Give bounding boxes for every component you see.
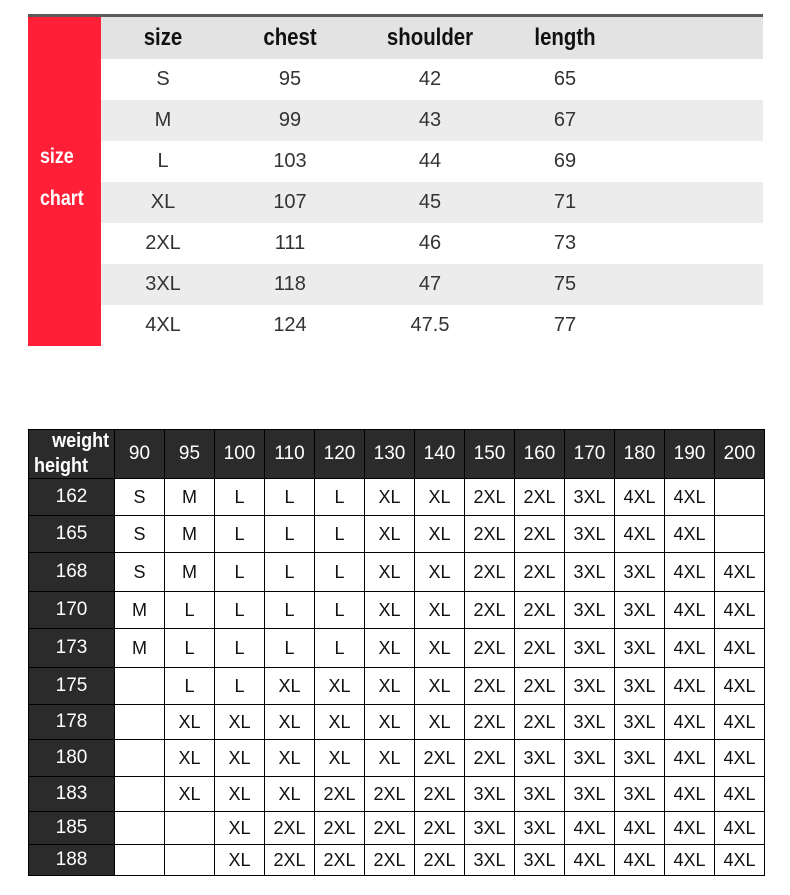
size-cell: 3XL	[565, 516, 615, 553]
size-cell: 4XL	[715, 740, 765, 777]
weight-header-cell: 130	[365, 430, 415, 479]
size-cell: 2XL	[465, 740, 515, 777]
size-cell: 2XL	[465, 553, 515, 592]
size-cell: S	[115, 516, 165, 553]
size-cell: 3XL	[615, 705, 665, 740]
corner-cell	[29, 430, 115, 479]
height-cell: 188	[29, 845, 115, 876]
weight-header-cell: 190	[665, 430, 715, 479]
size-cell: 3XL	[465, 812, 515, 845]
size-chart-row	[101, 264, 763, 305]
size-chart-cell-length: 73	[553, 232, 577, 254]
weight-header-cell: 160	[515, 430, 565, 479]
size-cell: XL	[365, 740, 415, 777]
size-chart-cell-length: 65	[553, 68, 577, 90]
size-cell: XL	[365, 553, 415, 592]
size-cell: L	[165, 592, 215, 629]
size-cell: 3XL	[465, 845, 515, 876]
size-cell: L	[215, 592, 265, 629]
size-cell: XL	[365, 705, 415, 740]
size-cell: XL	[315, 740, 365, 777]
size-cell: 3XL	[565, 777, 615, 812]
size-cell: 4XL	[665, 668, 715, 705]
size-chart-cell-shoulder: 42	[418, 68, 442, 90]
size-chart-cell-shoulder: 43	[418, 109, 442, 131]
size-cell: L	[215, 629, 265, 668]
size-cell: XL	[415, 668, 465, 705]
size-cell: L	[165, 668, 215, 705]
height-row	[29, 845, 765, 876]
size-cell: 4XL	[615, 845, 665, 876]
size-chart-cell-size: 3XL	[145, 273, 181, 295]
size-cell: 3XL	[565, 553, 615, 592]
size-cell: 3XL	[565, 740, 615, 777]
size-cell: L	[265, 553, 315, 592]
size-cell: XL	[415, 479, 465, 516]
size-chart-cell-chest: 107	[273, 191, 307, 213]
size-chart-cell-chest: 111	[274, 232, 306, 254]
size-cell: 4XL	[665, 629, 715, 668]
size-chart-cell-shoulder: 46	[418, 232, 442, 254]
size-cell	[115, 845, 165, 876]
size-cell: 3XL	[615, 592, 665, 629]
size-cell: M	[115, 592, 165, 629]
size-cell: XL	[165, 777, 215, 812]
size-cell: 3XL	[615, 668, 665, 705]
weight-header-cell: 150	[465, 430, 515, 479]
size-cell: 2XL	[515, 592, 565, 629]
size-cell: 3XL	[615, 777, 665, 812]
size-chart-cell-size: L	[157, 150, 169, 172]
size-cell: XL	[265, 777, 315, 812]
size-cell: 3XL	[515, 740, 565, 777]
size-cell: 4XL	[665, 553, 715, 592]
size-cell: 2XL	[465, 629, 515, 668]
size-cell: 3XL	[565, 592, 615, 629]
size-cell: 2XL	[365, 812, 415, 845]
size-cell: 4XL	[665, 592, 715, 629]
size-cell: 2XL	[265, 812, 315, 845]
corner-weight-label: weight	[51, 430, 109, 452]
size-cell: XL	[365, 479, 415, 516]
weight-header-cell: 200	[715, 430, 765, 479]
size-cell: 4XL	[715, 777, 765, 812]
corner-height-label: height	[34, 455, 88, 477]
height-cell: 180	[29, 740, 115, 777]
height-cell: 170	[29, 592, 115, 629]
size-chart-cell-size: 4XL	[145, 314, 181, 336]
size-cell: 4XL	[665, 777, 715, 812]
size-chart-cell-chest: 124	[273, 314, 307, 336]
size-chart-cell-chest: 95	[278, 68, 302, 90]
size-chart-row	[101, 100, 763, 141]
weight-height-body	[29, 479, 765, 876]
size-cell: 4XL	[565, 812, 615, 845]
weight-header-cell: 100	[215, 430, 265, 479]
header-size: size	[143, 24, 183, 51]
size-cell: 4XL	[715, 705, 765, 740]
size-chart-row	[101, 141, 763, 182]
size-chart-cell-length: 77	[553, 314, 577, 336]
size-chart-cell-shoulder: 44	[418, 150, 442, 172]
size-cell: L	[265, 592, 315, 629]
height-cell: 173	[29, 629, 115, 668]
size-cell: 2XL	[265, 845, 315, 876]
size-cell	[115, 812, 165, 845]
size-cell	[115, 777, 165, 812]
size-cell: 3XL	[615, 553, 665, 592]
size-cell: 3XL	[465, 777, 515, 812]
size-chart-cell-chest: 103	[273, 150, 307, 172]
height-cell: 183	[29, 777, 115, 812]
size-cell	[165, 845, 215, 876]
header-chest: chest	[263, 24, 317, 51]
size-cell: XL	[215, 812, 265, 845]
size-cell: 3XL	[565, 629, 615, 668]
height-row	[29, 516, 765, 553]
size-cell	[715, 516, 765, 553]
size-cell: XL	[365, 592, 415, 629]
size-cell: XL	[415, 553, 465, 592]
size-cell: 2XL	[465, 592, 515, 629]
size-chart-cell-shoulder: 47.5	[410, 314, 450, 336]
size-cell: M	[165, 516, 215, 553]
height-cell: 168	[29, 553, 115, 592]
size-cell: L	[215, 516, 265, 553]
size-cell: L	[315, 479, 365, 516]
size-chart-cell-length: 71	[553, 191, 577, 213]
size-cell: S	[115, 553, 165, 592]
size-chart-cell-size: XL	[150, 191, 176, 213]
size-cell: 4XL	[665, 479, 715, 516]
side-label-line-1: size	[40, 145, 74, 168]
weight-header-cell: 140	[415, 430, 465, 479]
size-cell: 2XL	[315, 812, 365, 845]
size-cell: XL	[165, 705, 215, 740]
height-row	[29, 812, 765, 845]
size-cell: 4XL	[665, 705, 715, 740]
size-cell: 4XL	[715, 592, 765, 629]
size-chart-cell-chest: 99	[278, 109, 302, 131]
size-cell: 4XL	[615, 812, 665, 845]
size-chart-row	[101, 59, 763, 100]
weight-height-table	[28, 429, 765, 876]
size-cell: XL	[315, 705, 365, 740]
weight-header-cell: 120	[315, 430, 365, 479]
size-cell: 2XL	[515, 479, 565, 516]
size-cell: 4XL	[715, 668, 765, 705]
weight-header-cell: 90	[115, 430, 165, 479]
size-chart-cell-size: 2XL	[145, 232, 181, 254]
weight-header-cell: 110	[265, 430, 315, 479]
size-cell: 2XL	[465, 705, 515, 740]
size-cell: L	[165, 629, 215, 668]
size-cell: 2XL	[415, 812, 465, 845]
size-cell: 3XL	[565, 668, 615, 705]
height-cell: 185	[29, 812, 115, 845]
size-cell: 2XL	[465, 479, 515, 516]
size-cell: 2XL	[415, 845, 465, 876]
size-cell: XL	[365, 516, 415, 553]
size-cell: L	[265, 629, 315, 668]
weight-header-cell: 95	[165, 430, 215, 479]
size-cell: XL	[215, 705, 265, 740]
height-cell: 175	[29, 668, 115, 705]
size-cell: 2XL	[515, 705, 565, 740]
size-cell: M	[165, 479, 215, 516]
header-shoulder: shoulder	[386, 24, 474, 51]
size-cell: 2XL	[515, 553, 565, 592]
size-cell: M	[115, 629, 165, 668]
size-cell: 3XL	[565, 705, 615, 740]
height-row	[29, 592, 765, 629]
size-cell: 2XL	[415, 777, 465, 812]
height-row	[29, 629, 765, 668]
size-cell: 2XL	[515, 629, 565, 668]
weight-header-cell: 170	[565, 430, 615, 479]
size-cell: 4XL	[565, 845, 615, 876]
size-cell: 2XL	[365, 777, 415, 812]
size-cell: 3XL	[615, 740, 665, 777]
size-cell: 4XL	[715, 845, 765, 876]
size-cell	[165, 812, 215, 845]
size-cell: 2XL	[465, 668, 515, 705]
size-chart-cell-size: M	[154, 109, 172, 131]
size-chart-cell-length: 67	[553, 109, 577, 131]
size-chart-side-label	[28, 17, 101, 346]
size-cell: L	[215, 668, 265, 705]
header-length: length	[534, 24, 596, 51]
size-cell: 4XL	[665, 516, 715, 553]
size-chart-header-row	[101, 17, 763, 59]
size-cell: 2XL	[515, 516, 565, 553]
size-chart-cell-chest: 118	[274, 273, 306, 295]
size-cell: XL	[265, 740, 315, 777]
weight-header-row	[29, 430, 765, 479]
size-chart-cell-size: S	[156, 68, 170, 90]
height-row	[29, 479, 765, 516]
size-cell: L	[215, 553, 265, 592]
size-cell: L	[315, 629, 365, 668]
size-cell: 3XL	[515, 777, 565, 812]
size-cell: XL	[265, 668, 315, 705]
size-cell: 2XL	[315, 845, 365, 876]
size-cell: XL	[415, 705, 465, 740]
height-row	[29, 553, 765, 592]
size-cell: 2XL	[415, 740, 465, 777]
size-chart-row	[101, 305, 763, 346]
size-cell	[115, 740, 165, 777]
size-cell: XL	[415, 629, 465, 668]
size-cell: L	[215, 479, 265, 516]
size-cell: L	[315, 592, 365, 629]
size-cell: 4XL	[615, 516, 665, 553]
size-cell: 3XL	[515, 812, 565, 845]
size-chart-row	[101, 223, 763, 264]
size-cell: XL	[165, 740, 215, 777]
size-cell: XL	[315, 668, 365, 705]
height-cell: 165	[29, 516, 115, 553]
size-chart-cell-length: 69	[553, 150, 577, 172]
size-cell	[115, 668, 165, 705]
height-cell: 178	[29, 705, 115, 740]
size-cell: 3XL	[615, 629, 665, 668]
size-cell: L	[265, 479, 315, 516]
height-cell: 162	[29, 479, 115, 516]
size-cell: XL	[365, 668, 415, 705]
size-chart-cell-shoulder: 47	[418, 273, 442, 295]
size-cell: 4XL	[665, 845, 715, 876]
size-cell	[715, 479, 765, 516]
size-chart-cell-shoulder: 45	[418, 191, 442, 213]
size-cell: XL	[365, 629, 415, 668]
size-cell: 3XL	[565, 479, 615, 516]
height-row	[29, 740, 765, 777]
height-row	[29, 705, 765, 740]
size-cell: L	[265, 516, 315, 553]
size-cell: 4XL	[715, 812, 765, 845]
size-cell: 4XL	[665, 812, 715, 845]
size-cell	[115, 705, 165, 740]
size-cell: 4XL	[665, 740, 715, 777]
size-cell: XL	[215, 777, 265, 812]
size-chart-row	[101, 182, 763, 223]
size-cell: 3XL	[515, 845, 565, 876]
size-cell: XL	[265, 705, 315, 740]
size-cell: XL	[415, 592, 465, 629]
size-chart-cell-length: 75	[553, 273, 577, 295]
size-cell: XL	[415, 516, 465, 553]
height-row	[29, 668, 765, 705]
size-cell: M	[165, 553, 215, 592]
size-cell: 4XL	[715, 629, 765, 668]
weight-header-cell: 180	[615, 430, 665, 479]
size-cell: L	[315, 516, 365, 553]
size-cell: 4XL	[615, 479, 665, 516]
size-cell: S	[115, 479, 165, 516]
size-cell: L	[315, 553, 365, 592]
size-cell: XL	[215, 740, 265, 777]
size-cell: 2XL	[515, 668, 565, 705]
size-chart	[28, 14, 763, 346]
size-cell: 2XL	[365, 845, 415, 876]
size-cell: 2XL	[465, 516, 515, 553]
size-cell: 4XL	[715, 553, 765, 592]
size-cell: XL	[215, 845, 265, 876]
height-row	[29, 777, 765, 812]
size-cell: 2XL	[315, 777, 365, 812]
side-label-line-2: chart	[40, 187, 84, 210]
